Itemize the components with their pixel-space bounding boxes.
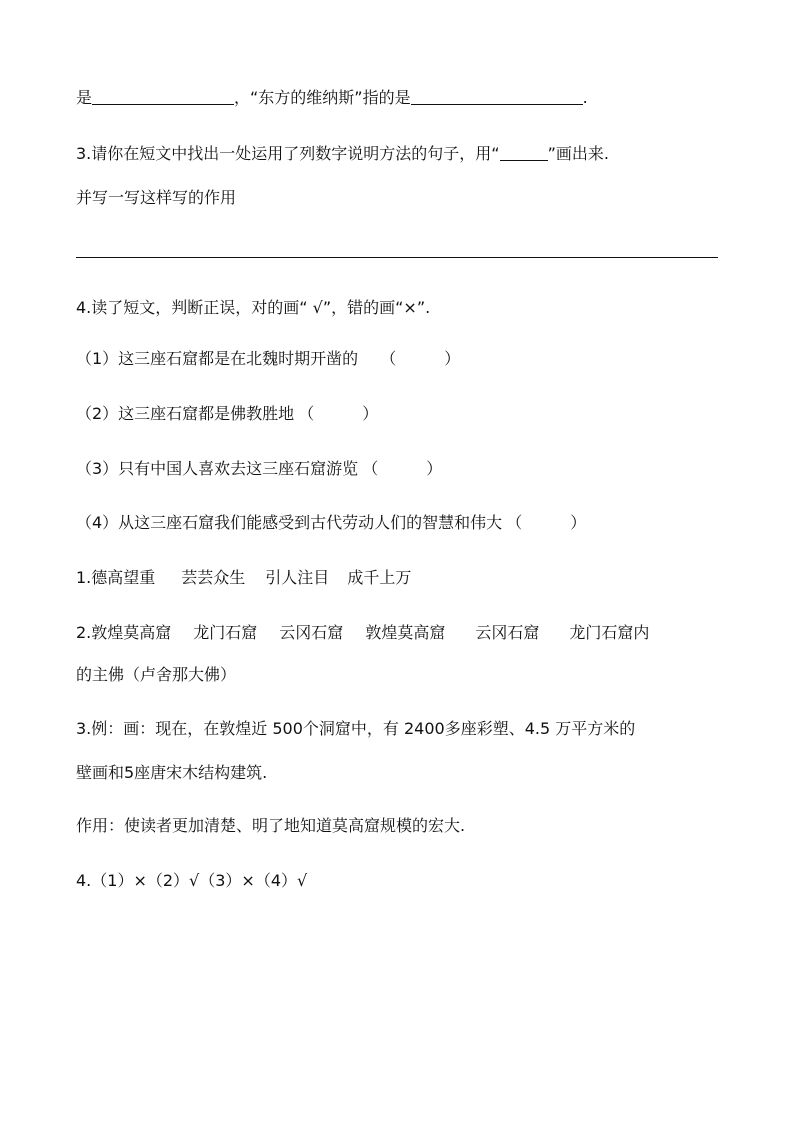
q4-item-paren[interactable]: （ ） xyxy=(506,513,587,532)
q4-item-3 xyxy=(76,459,442,479)
answer-2-item: 云冈石窟 xyxy=(475,623,540,642)
q4-item-paren[interactable]: （ ） xyxy=(298,404,379,423)
q2-middle: ，“东方的维纳斯”指的是 xyxy=(234,88,411,107)
answer-2-item: 云冈石窟 xyxy=(279,623,344,642)
q4-item-text: （1）这三座石窟都是在北魏时期开凿的 xyxy=(76,349,359,368)
answer-1-word: 成千上万 xyxy=(347,568,412,587)
q2-blank-1[interactable] xyxy=(92,88,234,105)
q4-item-2 xyxy=(76,404,378,424)
q2-answer-line xyxy=(76,88,588,108)
q3-answer-line[interactable] xyxy=(76,257,718,258)
q2-end: . xyxy=(582,88,588,107)
q4-item-1 xyxy=(76,349,460,369)
answer-2-item: 敦煌莫高窟 xyxy=(365,623,446,642)
answer-2-line2: 的主佛（卢舍那大佛） xyxy=(76,665,237,684)
q4-item-paren[interactable]: （ ） xyxy=(362,459,443,478)
q3-prompt-before: 3.请你在短文中找出一处运用了列数字说明方法的句子，用“ xyxy=(76,144,500,163)
q4-item-text: （2）这三座石窟都是佛教胜地 xyxy=(76,404,295,423)
answer-2-item: 龙门石窟 xyxy=(193,623,258,642)
q4-prompt: 4.读了短文，判断正误，对的画“ √”，错的画“×”. xyxy=(76,298,431,317)
answer-1-word: 引人注目 xyxy=(265,568,330,587)
answer-3-line1: 3.例：画：现在，在敦煌近 500个洞窟中，有 2400多座彩塑、4.5 万平方米的 xyxy=(76,719,636,738)
q3-prompt-line2: 并写一写这样写的作用 xyxy=(76,188,237,207)
q3-underline-sample xyxy=(500,144,548,161)
q2-blank-2[interactable] xyxy=(411,88,583,105)
q2-start: 是 xyxy=(76,88,93,107)
q4-item-text: （3）只有中国人喜欢去这三座石窟游览 xyxy=(76,459,359,478)
answer-1 xyxy=(76,568,411,588)
q3-prompt-after: ”画出来. xyxy=(547,144,609,163)
answer-3-line2: 壁画和5座唐宋木结构建筑. xyxy=(76,763,268,782)
answer-2-item: 2.敦煌莫高窟 xyxy=(76,623,172,642)
q3-prompt-line1 xyxy=(76,144,609,164)
answer-3-line3: 作用：使读者更加清楚、明了地知道莫高窟规模的宏大. xyxy=(76,816,466,835)
answer-2-item: 龙门石窟内 xyxy=(569,623,650,642)
answer-1-word: 芸芸众生 xyxy=(181,568,246,587)
q4-item-4 xyxy=(76,513,586,533)
answer-1-word: 1.德高望重 xyxy=(76,568,156,587)
q4-item-paren[interactable]: （ ） xyxy=(380,349,461,368)
answer-4: 4.（1）×（2）√（3）×（4）√ xyxy=(76,871,308,890)
answer-2-line1 xyxy=(76,623,649,643)
q4-item-text: （4）从这三座石窟我们能感受到古代劳动人们的智慧和伟大 xyxy=(76,513,503,532)
